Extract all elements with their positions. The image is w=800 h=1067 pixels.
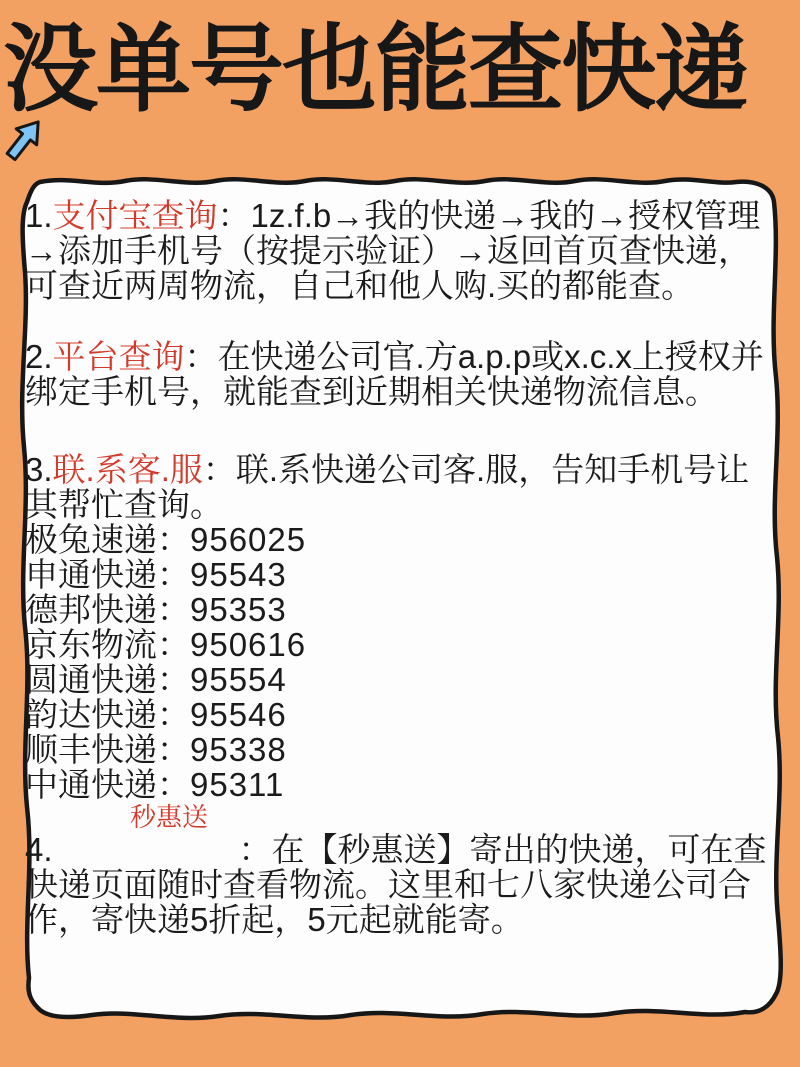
hotline-colon: ： — [157, 556, 190, 593]
section-number: 4. — [25, 831, 53, 868]
section-1-alipay — [25, 198, 772, 303]
hotline-company: 韵达快递 — [25, 696, 157, 733]
hotline-company: 中通快递 — [25, 766, 157, 803]
hotline-colon: ： — [157, 766, 190, 803]
hotline-company: 京东物流 — [25, 626, 157, 663]
miaohuisong-mini-label: 秒惠送 — [130, 802, 209, 832]
hotline-row — [25, 662, 772, 697]
hotline-number: 95353 — [190, 591, 287, 628]
hotline-number: 95554 — [190, 661, 287, 698]
section-number: 3. — [25, 451, 53, 488]
hotline-company: 圆通快递 — [25, 661, 157, 698]
section-3-customer-service — [25, 452, 772, 522]
hotline-row — [25, 767, 772, 802]
hotline-colon: ： — [157, 591, 190, 628]
hotline-number: 95543 — [190, 556, 287, 593]
hotline-colon: ： — [157, 626, 190, 663]
section-label: 平台查询 — [52, 338, 185, 375]
hotline-colon: ： — [157, 696, 190, 733]
section-label: 联.系客.服 — [52, 451, 203, 488]
section-4-miaohuisong — [25, 832, 772, 937]
hotline-number: 95311 — [190, 766, 285, 803]
section-2-platform — [25, 339, 772, 409]
section-body: 在【秒惠送】寄出的快递，可在查快递页面随时查看物流。这里和七八家快递公司合作，寄快递5折起，5元起就能寄。 — [25, 831, 767, 938]
section-colon: ： — [238, 831, 272, 868]
page-title: 没单号也能查快递 — [3, 17, 748, 123]
hotline-company: 申通快递 — [25, 556, 157, 593]
hotline-row — [25, 697, 772, 732]
hotline-row — [25, 627, 772, 662]
hotline-colon: ： — [157, 661, 190, 698]
hotline-colon: ： — [157, 731, 190, 768]
hotline-number: 95338 — [190, 731, 287, 768]
section-colon: ： — [202, 451, 236, 488]
hotline-number: 956025 — [190, 521, 307, 558]
section-body: 联.系快递公司客.服，告知手机号让其帮忙查询。 — [25, 451, 750, 523]
content-card — [10, 172, 788, 1026]
hotline-number: 950616 — [190, 626, 307, 663]
hotline-company: 德邦快递 — [25, 591, 157, 628]
section-body: 在快递公司官.方a.p.p或x.c.x上授权并绑定手机号，就能查到近期相关快递物流信息。 — [25, 338, 764, 410]
hotline-row — [25, 732, 772, 767]
section-label: 支付宝查询 — [52, 197, 218, 234]
section-colon: ： — [184, 338, 218, 375]
hotline-row — [25, 592, 772, 627]
hotline-row — [25, 557, 772, 592]
hotline-company: 极兔速递 — [25, 521, 157, 558]
hotline-list — [25, 522, 772, 802]
section-number: 2. — [25, 338, 53, 375]
hotline-number: 95546 — [190, 696, 287, 733]
section-colon: ： — [217, 197, 251, 234]
hotline-company: 顺丰快递 — [25, 731, 157, 768]
section-number: 1. — [25, 197, 53, 234]
card-content — [10, 172, 788, 1026]
hotline-row — [25, 522, 772, 557]
up-right-arrow-icon — [1, 114, 47, 171]
hotline-colon: ： — [157, 521, 190, 558]
section-body: 1z.f.b→我的快递→我的→授权管理→添加手机号（按提示验证）→返回首页查快递，可查近两周物流，自己和他人购.买的都能查。 — [25, 197, 761, 304]
